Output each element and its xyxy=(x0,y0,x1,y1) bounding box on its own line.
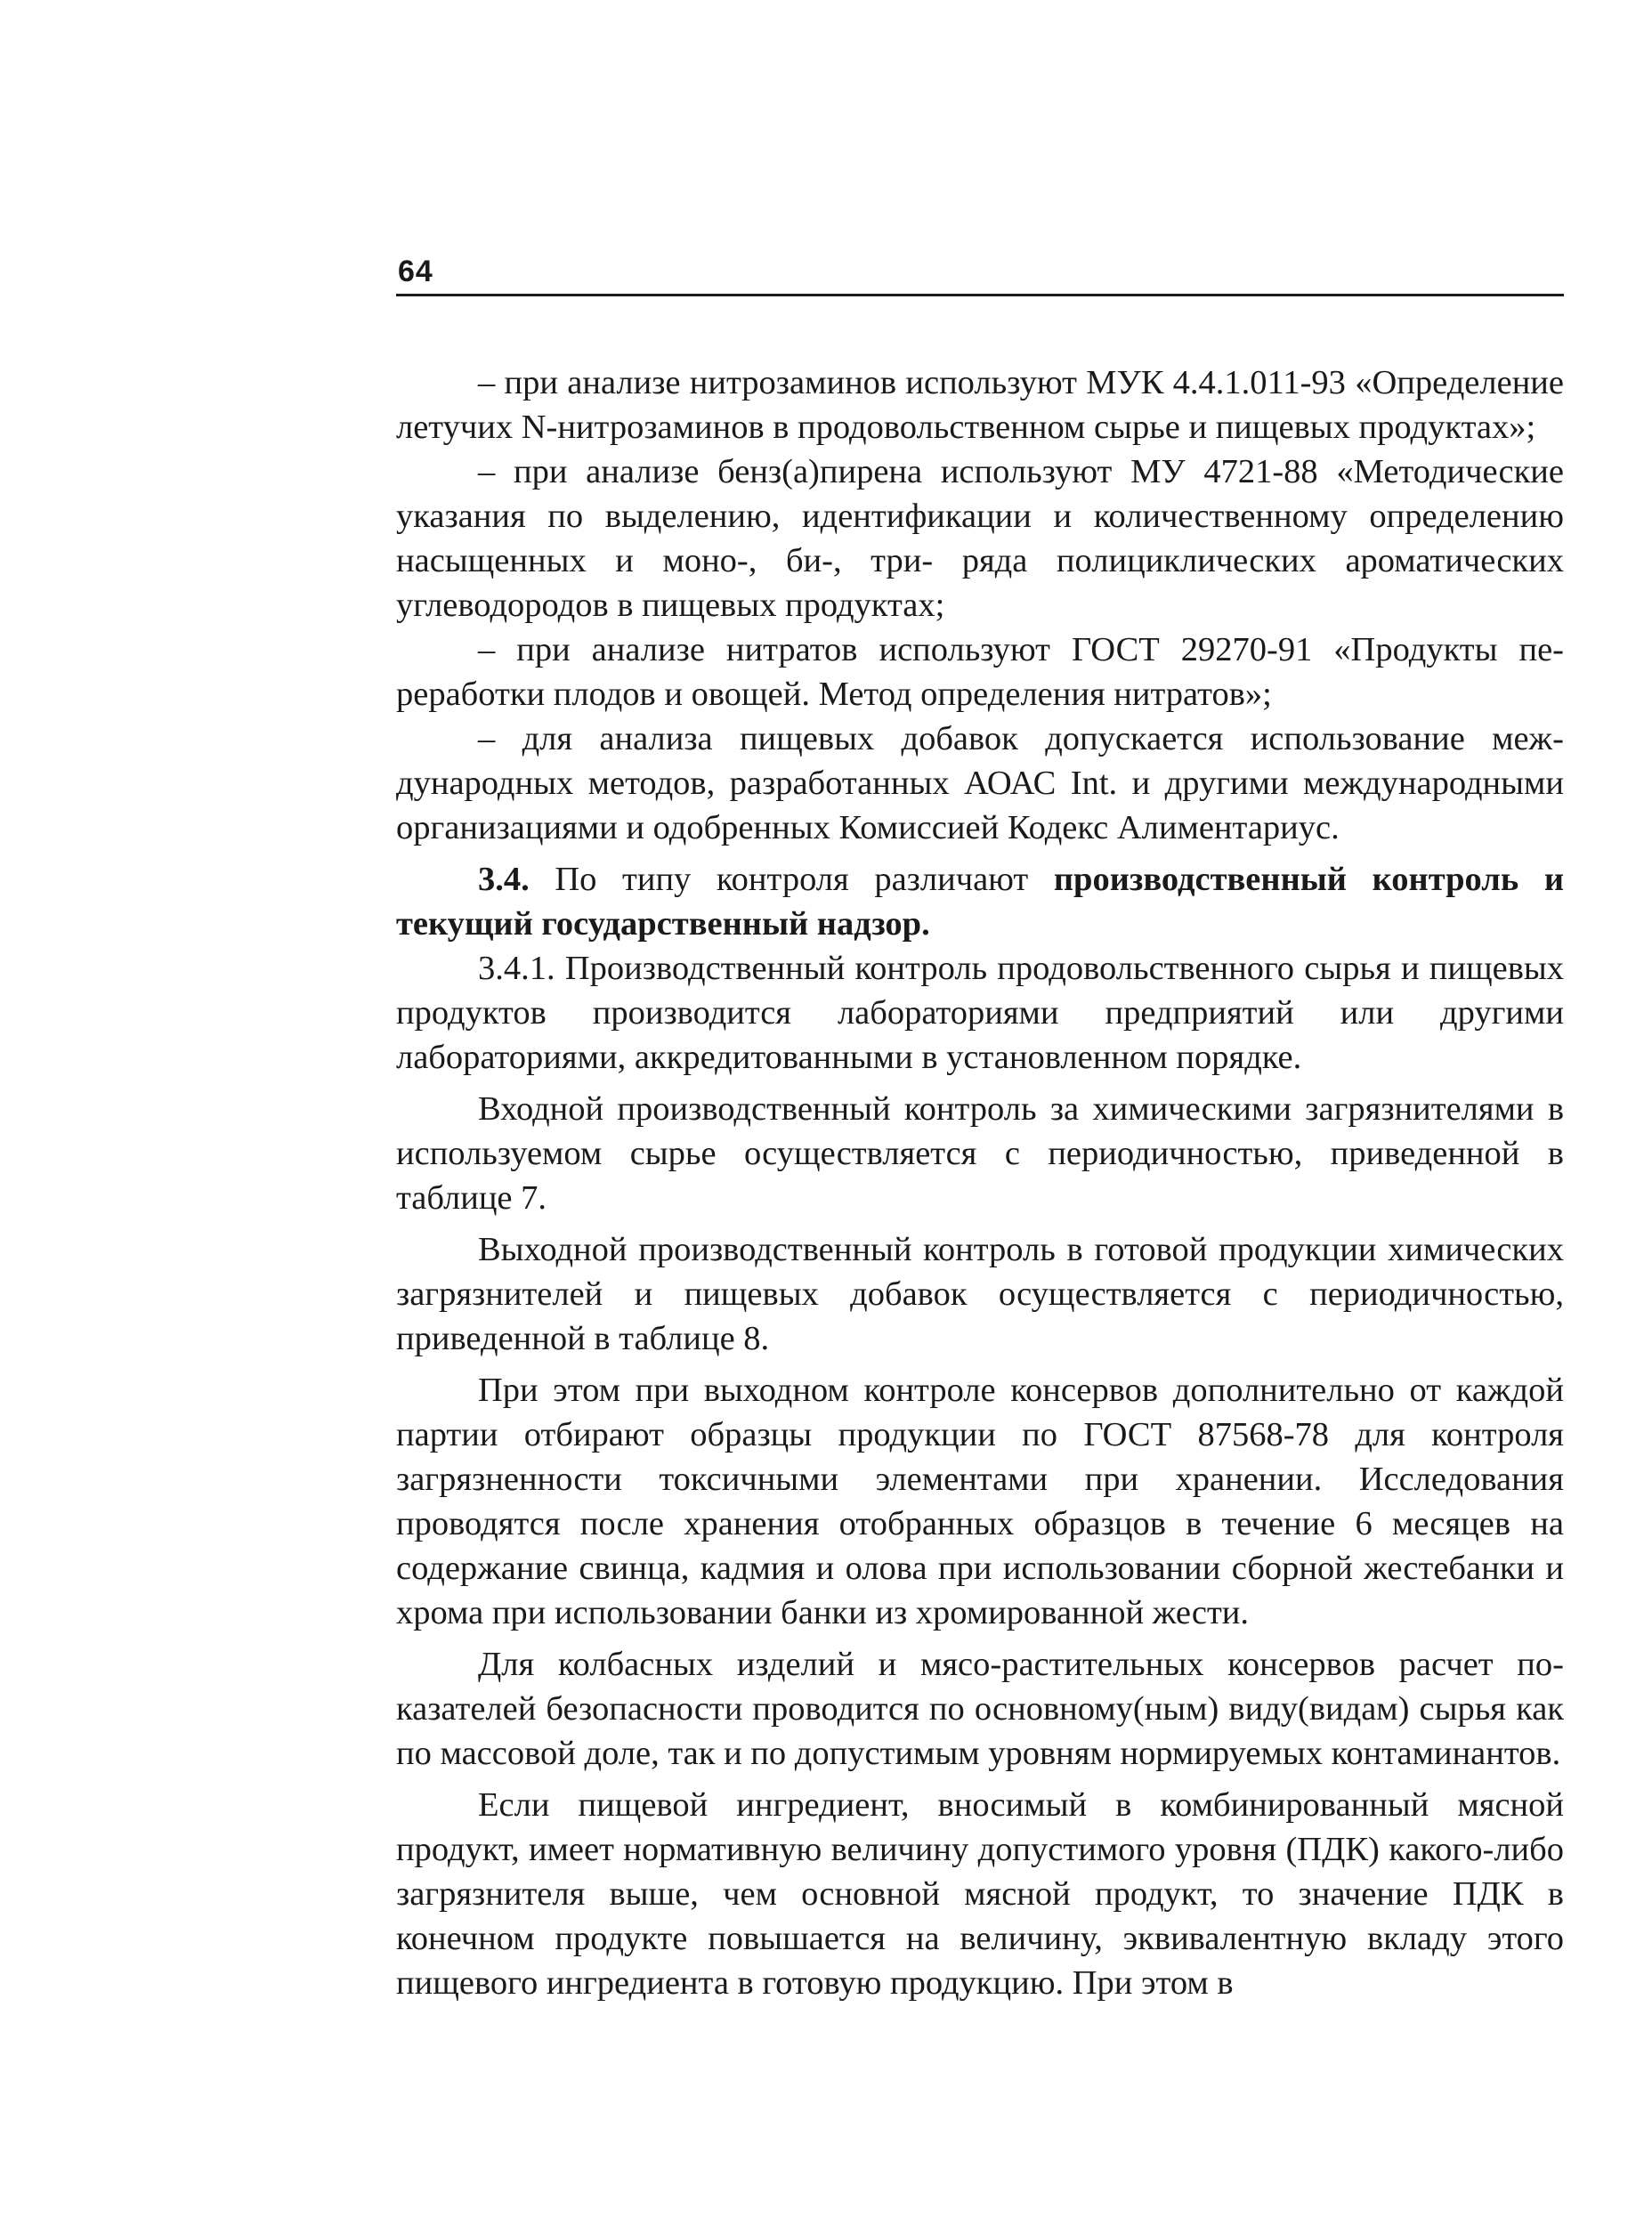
paragraph-output-control: Выходной производственный контроль в готовой продукции химических загрязнителей и пищевых добавок осуществляется с периодичностью, приведенной в таблице 8. xyxy=(396,1231,1564,1357)
section-bold-text: производственный контроль и текущий государственный надзор. xyxy=(396,861,1564,943)
section-number: 3.4. xyxy=(478,861,530,898)
paragraph-nitrosamines: – при анализе нитрозаминов используют МУК 4.4.1.011-93 «Определение летучих N-нитрозаминов в продовольственном сырье и пищевых продуктах»; xyxy=(396,364,1564,446)
paragraph-canned-goods: При этом при выходном контроле консервов дополнительно от каждой партии отбирают образцы продукции по ГОСТ 87568-78 для контроля загрязненности токсичными элементами при хранении. Исследования проводятся после хранения отобранных образцов в течение 6 месяцев на содержание свинца, кадмия и олова при использовании сборной жестебанки и хрома при использовании банки из хромированной жести. xyxy=(396,1372,1564,1631)
section-text: По типу контроля различают xyxy=(529,861,1054,898)
paragraph-food-ingredient: Если пищевой ингредиент, вносимый в комбинированный мясной продукт, имеет нормативную величину допустимого уровня (ПДК) какого-либо загрязнителя выше, чем основной мясной продукт, то значение ПДК в конечном продукте повышается на величину, эквивалентную вкладу этого пищевого ингредиента в готовую продукцию. При этом в xyxy=(396,1786,1564,2002)
header-rule xyxy=(396,294,1564,296)
paragraph-food-additives: – для анализа пищевых добавок допускается использование международных методов, разработанных АОАС Int. и другими международными организациями и одобренных Комиссией Кодекс Алиментариус. xyxy=(396,720,1564,846)
paragraph-section-3-4 xyxy=(396,857,1564,946)
page-number: 64 xyxy=(398,255,433,288)
paragraph-sausage-products: Для колбасных изделий и мясо-растительных консервов расчет показателей безопасности проводится по основному(ным) виду(видам) сырья как по массовой доле, так и по допустимым уровням нормируемых контаминантов. xyxy=(396,1646,1564,1772)
paragraph-input-control: Входной производственный контроль за химическими загрязнителями в используемом сырье осуществляется с периодичностью, приведенной в таблице 7. xyxy=(396,1090,1564,1217)
body-text xyxy=(396,360,1564,2005)
paragraph-nitrates: – при анализе нитратов используют ГОСТ 29270-91 «Продукты переработки плодов и овощей. Метод определения нитратов»; xyxy=(396,631,1564,713)
paragraph-section-3-4-1: 3.4.1. Производственный контроль продовольственного сырья и пищевых продуктов производится лабораториями предприятий или другими лабораториями, аккредитованными в установленном порядке. xyxy=(396,950,1564,1076)
paragraph-benzapyrene: – при анализе бенз(а)пирена используют МУ 4721-88 «Методические указания по выделению, идентификации и количественному определению насыщенных и моно-, би-, три- ряда полициклических ароматических углеводородов в пищевых продуктах; xyxy=(396,453,1564,624)
